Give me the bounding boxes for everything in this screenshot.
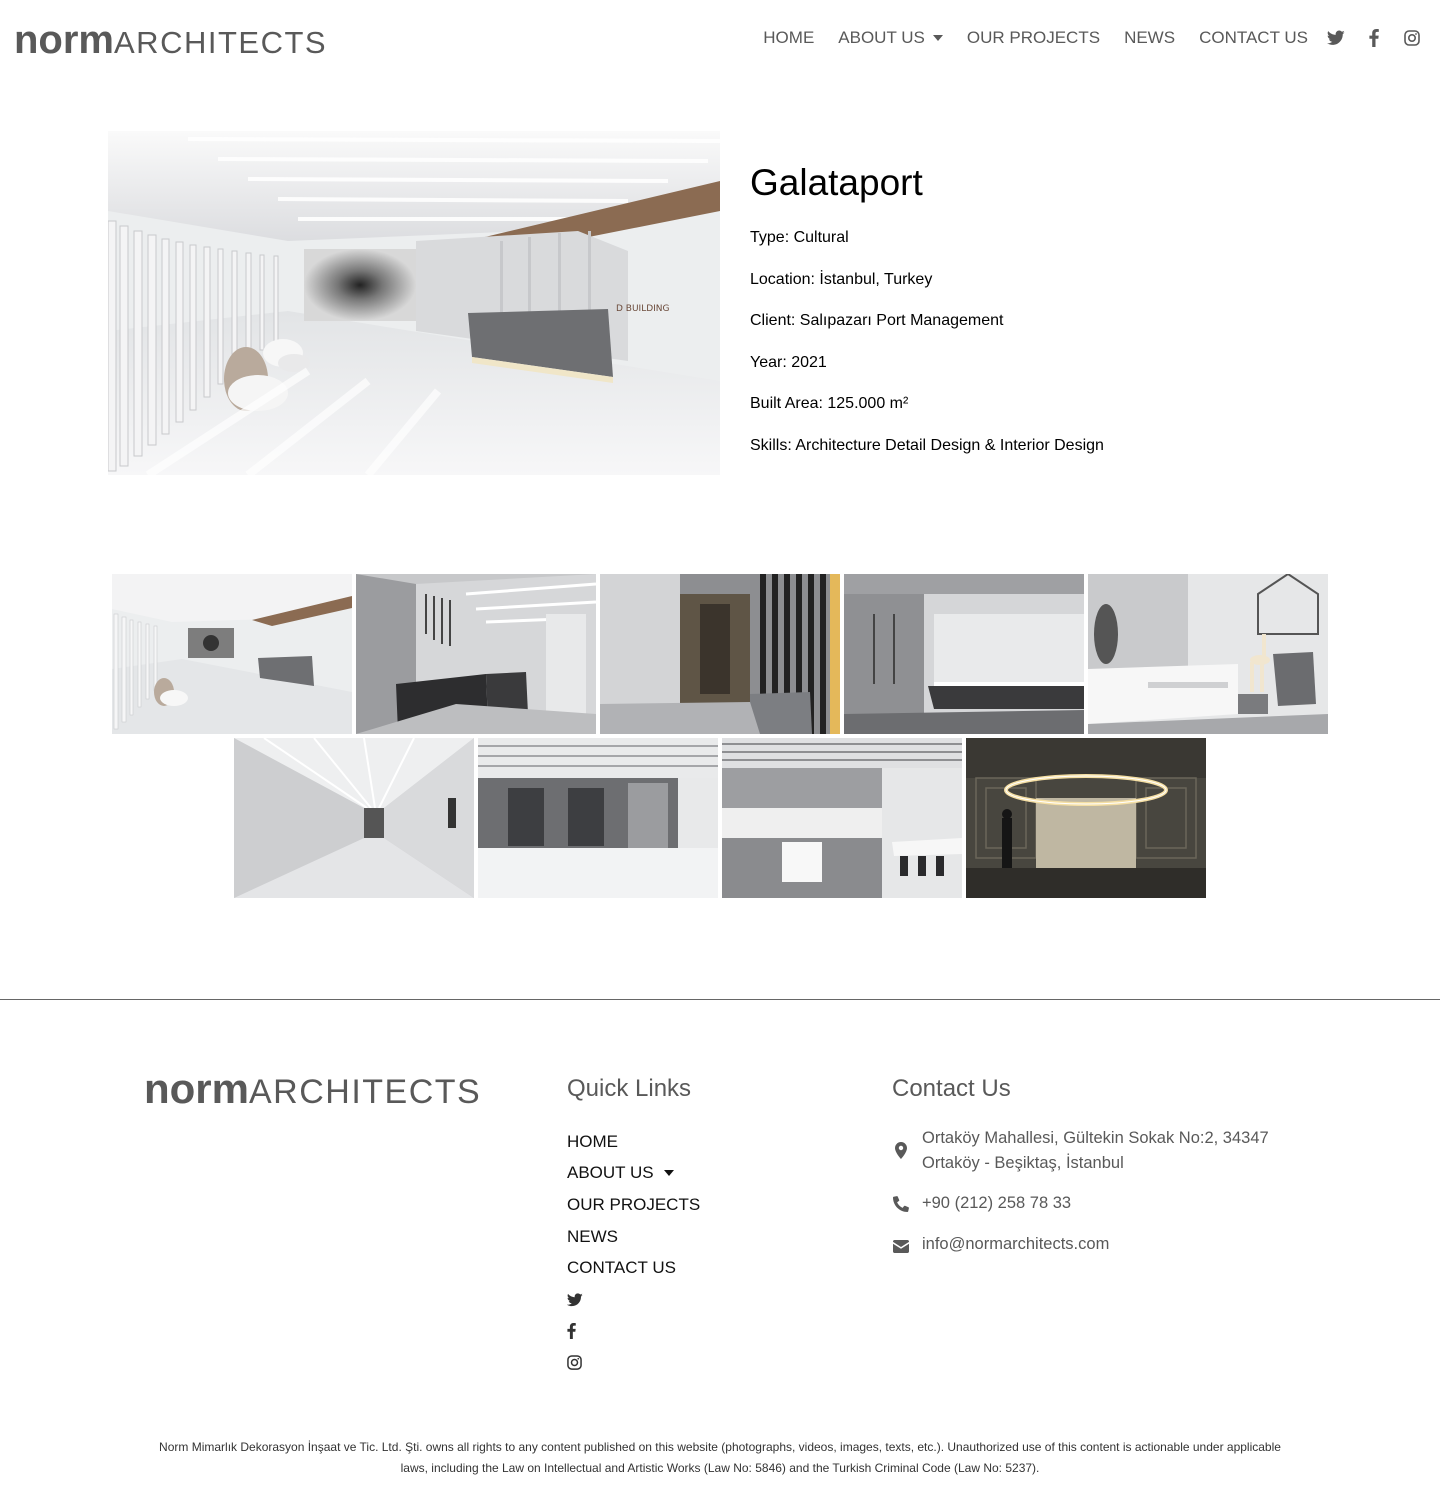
project-location: Location: İstanbul, Turkey <box>750 270 933 288</box>
gallery-thumbnail[interactable] <box>966 738 1206 898</box>
nav-about-us[interactable] <box>838 28 943 48</box>
phone-number: +90 (212) 258 78 33 <box>922 1194 1072 1212</box>
copyright-notice <box>140 1437 1300 1479</box>
gallery-thumbnail[interactable] <box>112 574 352 734</box>
contact-us-heading: Contact Us <box>892 1075 1011 1102</box>
project-client: Client: Salıpazarı Port Management <box>750 312 1004 330</box>
contact-address <box>892 1126 1269 1176</box>
map-pin-icon <box>892 1140 910 1160</box>
project-type: Type: Cultural <box>750 229 849 246</box>
gallery-thumbnail[interactable] <box>600 574 840 734</box>
site-header <box>0 0 1440 80</box>
quick-links-heading: Quick Links <box>567 1075 692 1102</box>
gallery-thumbnail[interactable] <box>1088 574 1328 734</box>
email-address: info@normarchitects.com <box>922 1235 1110 1253</box>
gallery-thumbnail[interactable] <box>234 738 474 898</box>
project-skills: Skills: Architecture Detail Design & Interior Design <box>750 436 1104 454</box>
logo-bold-text: norm <box>14 18 114 62</box>
nav-contact-us[interactable]: CONTACT US <box>1199 28 1308 47</box>
project-built-area: Built Area: 125.000 m² <box>750 395 909 413</box>
contact-email[interactable] <box>892 1232 1109 1257</box>
address-line-1: Ortaköy Mahallesi, Gültekin Sokak No:2, 34347 <box>922 1129 1269 1147</box>
nav-home[interactable]: HOME <box>763 28 815 47</box>
instagram-icon[interactable] <box>1402 28 1422 48</box>
envelope-icon <box>892 1236 910 1256</box>
instagram-icon[interactable] <box>567 1347 587 1379</box>
copyright-line-1: Norm Mimarlık Dekorasyon İnşaat ve Tic. Ltd. Şti. owns all rights to any content published on this website (photographs, videos, images, texts, etc.). Unauthorized use of this content is actionable under applicable <box>159 1440 1281 1454</box>
footer-divider <box>0 999 1440 1000</box>
nav-news[interactable]: NEWS <box>1124 28 1176 47</box>
footer-link-news[interactable]: NEWS <box>567 1226 618 1246</box>
chevron-down-icon <box>664 1170 674 1176</box>
main-nav <box>763 26 1422 50</box>
nav-about-us-label: ABOUT US <box>838 28 925 47</box>
facebook-icon[interactable] <box>1364 28 1384 48</box>
svg-text:D BUILDING: D BUILDING <box>616 304 670 314</box>
twitter-icon[interactable] <box>567 1284 587 1316</box>
facebook-icon[interactable] <box>567 1316 587 1348</box>
footer-link-about-us[interactable] <box>567 1158 700 1190</box>
gallery-thumbnail[interactable] <box>844 574 1084 734</box>
gallery-thumbnail[interactable] <box>722 738 962 898</box>
copyright-line-2: laws, including the Law on Intellectual and Artistic Works (Law No: 5846) and the Turkish Criminal Code (Law No: 5237). <box>400 1461 1040 1475</box>
footer-link-home[interactable]: HOME <box>567 1131 618 1151</box>
gallery-thumbnail[interactable] <box>356 574 596 734</box>
footer-link-about-us-label: ABOUT US <box>567 1163 654 1183</box>
footer-logo-light-text: ARCHITECTS <box>249 1073 482 1111</box>
project-title: Galataport <box>750 162 923 203</box>
project-year: Year: 2021 <box>750 353 827 371</box>
contact-phone[interactable] <box>892 1191 1071 1216</box>
logo-light-text: ARCHITECTS <box>114 25 328 60</box>
footer-link-our-projects[interactable]: OUR PROJECTS <box>567 1194 701 1214</box>
footer-logo[interactable] <box>144 1065 481 1113</box>
footer-link-contact-us[interactable]: CONTACT US <box>567 1258 676 1278</box>
project-hero-image <box>108 131 720 475</box>
nav-our-projects[interactable]: OUR PROJECTS <box>966 28 1101 47</box>
chevron-down-icon <box>933 35 943 41</box>
gallery-thumbnail[interactable] <box>478 738 718 898</box>
quick-links-list <box>567 1126 700 1379</box>
twitter-icon[interactable] <box>1326 28 1346 48</box>
address-line-2: Ortaköy - Beşiktaş, İstanbul <box>922 1154 1124 1172</box>
phone-icon <box>892 1194 910 1214</box>
project-info <box>750 160 1350 478</box>
footer-logo-bold-text: norm <box>144 1065 249 1112</box>
site-logo[interactable] <box>14 18 327 63</box>
